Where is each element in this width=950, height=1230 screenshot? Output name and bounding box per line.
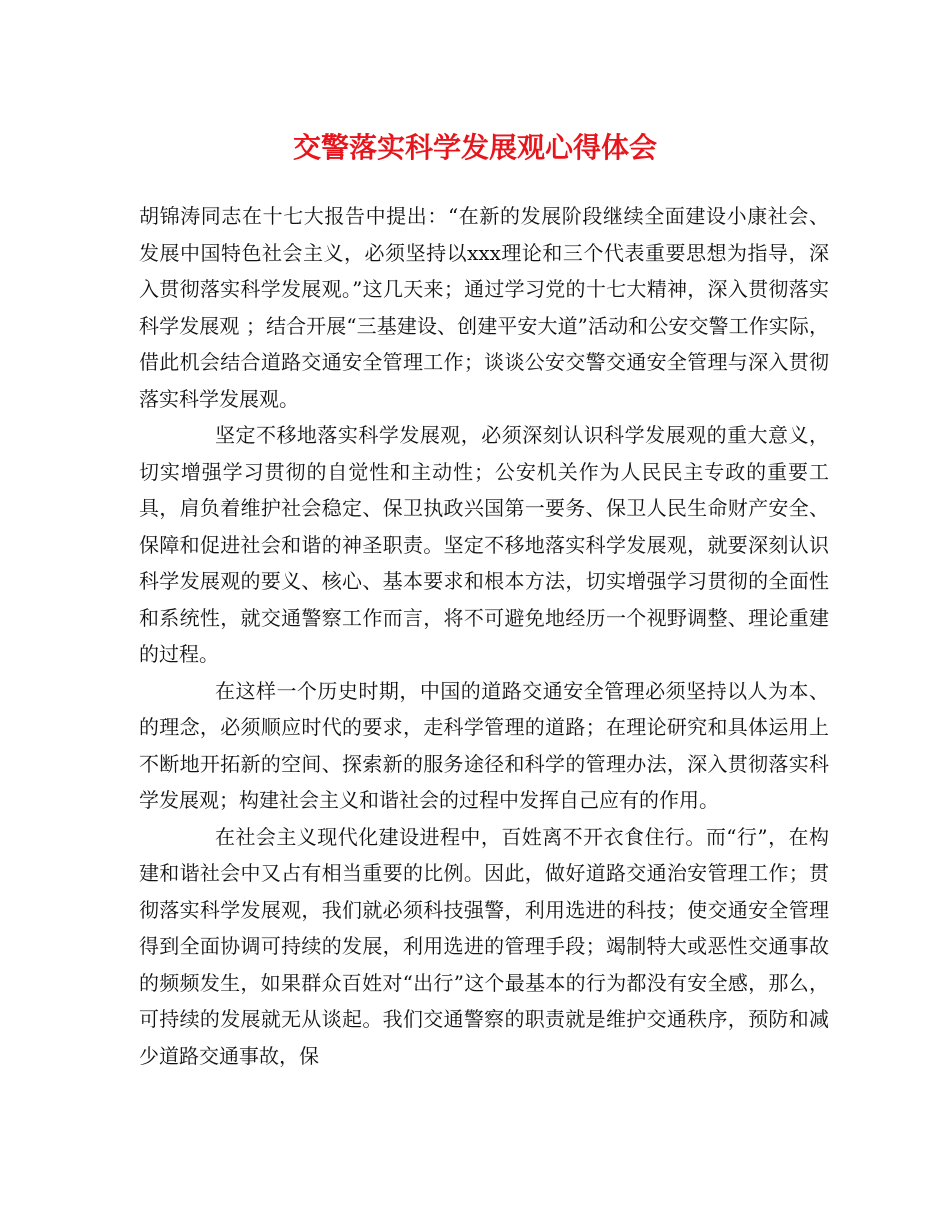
paragraph-2: 坚定不移地落实科学发展观，必须深刻认识科学发展观的重大意义，切实增强学习贯彻的自觉性和主动性；公安机关作为人民民主专政的重要工具，肩负着维护社会稳定、保卫执政兴国第一要务、保卫人民生命财产安全、保障和促进社会和谐的神圣职责。坚定不移地落实科学发展观，就要深刻认识科学发展观的要义、核心、基本要求和根本方法，切实增强学习贯彻的全面性和系统性，就交通警察工作而言，将不可避免地经历一个视野调整、理论重建的过程。 xyxy=(139,423,829,666)
paragraph-3: 在这样一个历史时期，中国的道路交通安全管理必须坚持以人为本、的理念，必须顺应时代的要求，走科学管理的道路；在理论研究和具体运用上不断地开拓新的空间、探索新的服务途径和科学的管理办法，深入贯彻落实科学发展观；构建社会主义和谐社会的过程中发挥自己应有的作用。 xyxy=(139,678,829,812)
paragraph-4: 在社会主义现代化建设进程中，百姓离不开衣食住行。而“行”，在构建和谐社会中又占有相当重要的比例。因此，做好道路交通治安管理工作；贯彻落实科学发展观，我们就必须科技强警，利用选进的科技；使交通安全管理得到全面协调可持续的发展，利用选进的管理手段；竭制特大或恶性交通事故的频频发生，如果群众百姓对“出行”这个最基本的行为都没有安全感，那么，可持续的发展就无从谈起。我们交通警察的职责就是维护交通秩序，预防和减少道路交通事故，保 xyxy=(139,824,829,1068)
document-title: 交警落实科学发展观心得体会 xyxy=(292,131,657,164)
document-body xyxy=(139,198,829,1074)
paragraph-1: 胡锦涛同志在十七大报告中提出：“在新的发展阶段继续全面建设小康社会、发展中国特色社会主义，必须坚持以xxx理论和三个代表重要思想为指导，深入贯彻落实科学发展观。”这几天来；通过学习党的十七大精神，深入贯彻落实科学发展观 ；结合开展“三基建设、创建平安大道”活动和公安交警工作实际，借此机会结合道路交通安全管理工作；谈谈公安交警交通安全管理与深入贯彻落实科学发展观。 xyxy=(139,204,829,411)
